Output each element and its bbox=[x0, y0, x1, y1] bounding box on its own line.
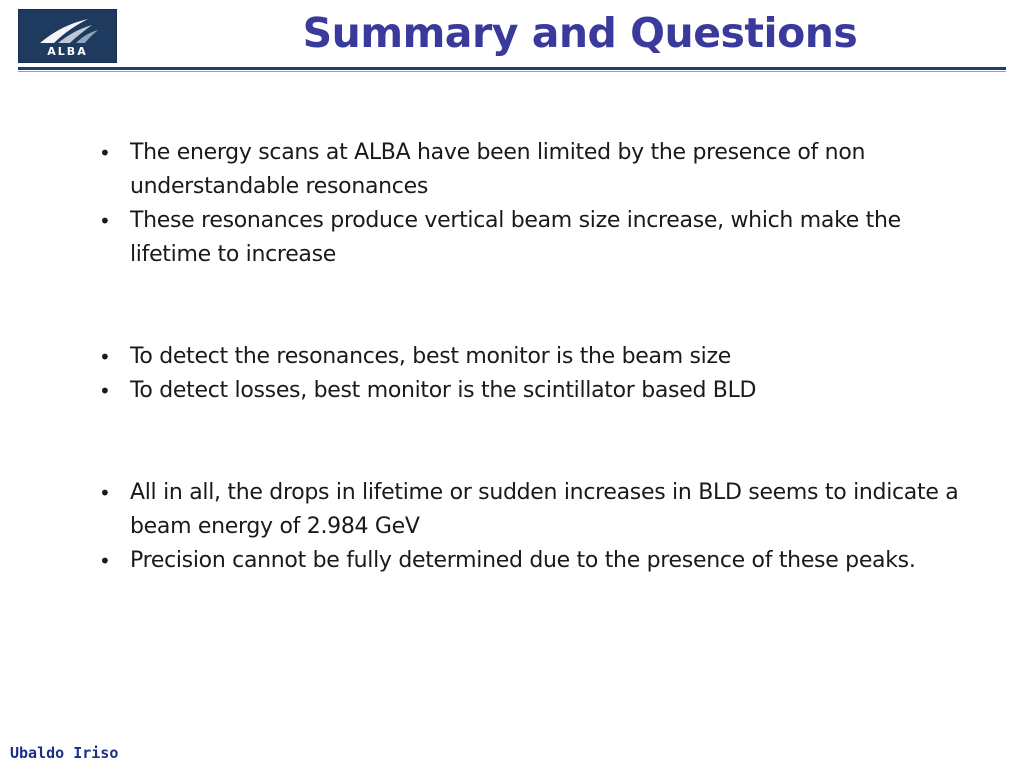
title-divider-thin bbox=[18, 71, 1006, 72]
bullet-text: The energy scans at ALBA have been limited by the presence of non understandable resonances bbox=[130, 140, 866, 199]
bullet-dot-icon: • bbox=[99, 481, 111, 505]
list-item bbox=[97, 340, 977, 374]
bullet-group-2 bbox=[97, 340, 977, 408]
bullet-group-1 bbox=[97, 136, 977, 272]
bullet-dot-icon: • bbox=[99, 345, 111, 369]
bullet-text: All in all, the drops in lifetime or sudden increases in BLD seems to indicate a beam energy of 2.984 GeV bbox=[130, 480, 959, 539]
list-item bbox=[97, 544, 977, 578]
slide-content bbox=[97, 136, 977, 578]
list-item bbox=[97, 374, 977, 408]
footer-author: Ubaldo Iriso bbox=[10, 744, 119, 762]
list-item bbox=[97, 476, 977, 544]
list-item bbox=[97, 204, 977, 272]
alba-logo bbox=[18, 9, 117, 63]
page-title: Summary and Questions bbox=[302, 9, 858, 57]
title-divider bbox=[18, 67, 1006, 70]
bullet-text: Precision cannot be fully determined due to the presence of these peaks. bbox=[130, 548, 916, 573]
list-item bbox=[97, 136, 977, 204]
logo-text: ALBA bbox=[47, 45, 88, 58]
bullet-text: These resonances produce vertical beam size increase, which make the lifetime to increase bbox=[130, 208, 901, 267]
bullet-dot-icon: • bbox=[99, 379, 111, 403]
bullet-group-3 bbox=[97, 476, 977, 578]
bullet-dot-icon: • bbox=[99, 209, 111, 233]
bullet-text: To detect losses, best monitor is the scintillator based BLD bbox=[130, 378, 757, 403]
bullet-text: To detect the resonances, best monitor is the beam size bbox=[130, 344, 731, 369]
bullet-dot-icon: • bbox=[99, 549, 111, 573]
bullet-dot-icon: • bbox=[99, 141, 111, 165]
